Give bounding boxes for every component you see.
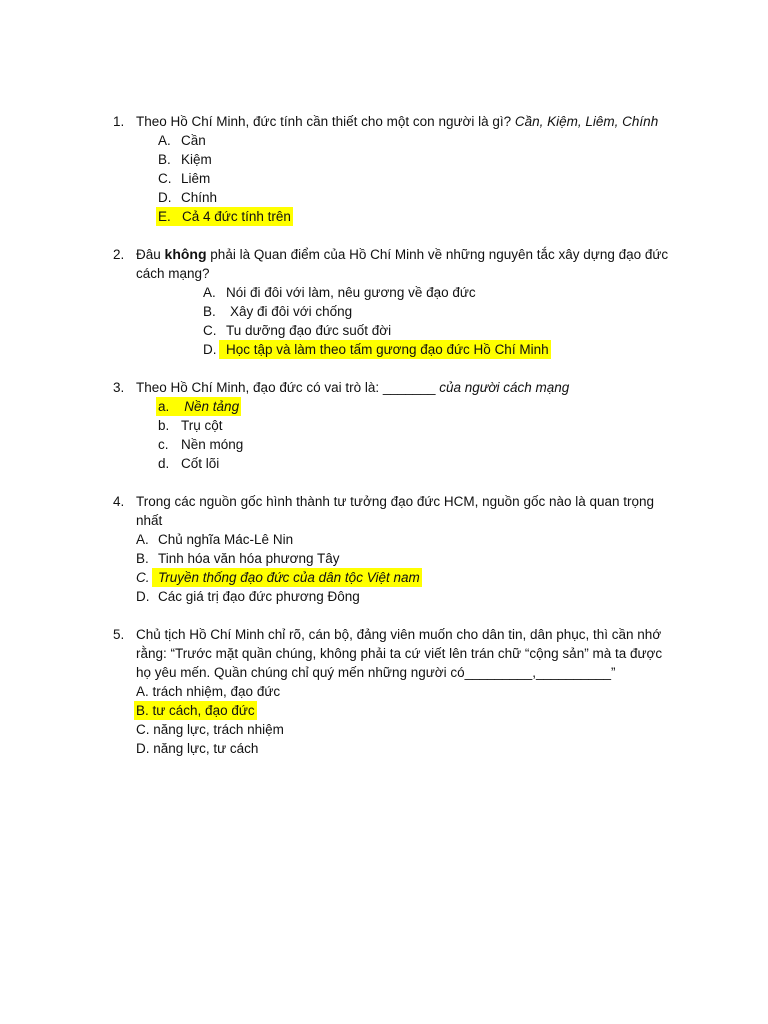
correct-answer [156, 397, 241, 416]
question-number: 5. [113, 627, 125, 642]
option-letter: B. [136, 551, 149, 566]
option-letter: c. [158, 437, 169, 452]
question-stem-start: Đâu [136, 247, 161, 262]
question-stem-end: phải là Quan điểm của Hồ Chí Minh về những nguyên tắc xây dựng đạo đức [210, 247, 669, 262]
option-text: Cốt lõi [181, 456, 220, 471]
option-text: Tinh hóa văn hóa phương Tây [158, 551, 340, 566]
correct-answer: Truyền thống đạo đức của dân tộc Việt nam [152, 568, 422, 587]
option-letter: C. [203, 323, 217, 338]
option-letter: b. [158, 418, 170, 433]
question-emphasis: không [164, 246, 207, 262]
option-letter: B. [203, 304, 216, 319]
option-letter: C. [136, 570, 150, 585]
option-letter: B. [158, 152, 171, 167]
option-letter: D. [136, 589, 150, 604]
question-text: Trong các nguồn gốc hình thành tư tưởng đạo đức HCM, nguồn gốc nào là quan trọng [136, 494, 655, 509]
option-text: A. trách nhiệm, đạo đức [136, 684, 281, 699]
question-note: của người cách mạng [439, 380, 570, 395]
question-text-line-3: họ yêu mến. Quần chúng chỉ quý mến những người có_________,__________” [136, 665, 616, 680]
option-text: Nền tảng [184, 399, 240, 414]
option-letter: C. [158, 171, 172, 186]
option-text: Liêm [181, 171, 211, 186]
correct-answer: Học tập và làm theo tấm gương đạo đức Hồ Chí Minh [219, 340, 551, 359]
question-text [136, 245, 668, 264]
option-text: Kiệm [181, 152, 212, 167]
option-letter: a. [158, 399, 170, 414]
option-text: Chính [181, 190, 218, 205]
option-text: Trụ cột [181, 418, 223, 433]
question-number: 2. [113, 247, 125, 262]
correct-answer: B. tư cách, đạo đức [136, 703, 255, 718]
option-letter: D. [158, 190, 172, 205]
option-text: D. năng lực, tư cách [136, 741, 259, 756]
option-text: Cả 4 đức tính trên [182, 209, 291, 224]
option-text: Xây đi đôi với chống [230, 304, 353, 319]
question-note: Cần, Kiệm, Liêm, Chính [514, 114, 659, 129]
question-text [136, 112, 658, 131]
option-text: Các giá trị đạo đức phương Đông [158, 589, 360, 604]
option-letter: D. [203, 342, 217, 357]
correct-answer [156, 207, 293, 226]
option-text: Tu dưỡng đạo đức suốt đời [226, 323, 392, 338]
question-text [136, 378, 569, 397]
option-text: Nền móng [181, 437, 244, 452]
option-text: C. năng lực, trách nhiệm [136, 722, 284, 737]
option-letter: A. [136, 532, 149, 547]
option-letter: A. [203, 285, 216, 300]
question-number: 1. [113, 114, 125, 129]
question-text-continued: cách mạng? [136, 266, 210, 281]
option-text: Nói đi đôi với làm, nêu gương về đạo đức [226, 285, 476, 300]
question-stem: Theo Hồ Chí Minh, đức tính cần thiết cho một con người là gì? [136, 114, 512, 129]
option-letter: E. [158, 209, 171, 224]
option-letter: d. [158, 456, 170, 471]
question-number: 3. [113, 380, 125, 395]
option-letter: A. [158, 133, 171, 148]
question-text-line-2: rằng: “Trước mặt quần chúng, không phải ta cứ viết lên trán chữ “cộng sản” mà ta được [136, 646, 663, 661]
option-text: Cần [181, 133, 206, 148]
question-text-line-1: Chủ tịch Hồ Chí Minh chỉ rõ, cán bộ, đảng viên muốn cho dân tin, dân phục, thì cần nhớ [136, 627, 662, 642]
question-number: 4. [113, 494, 125, 509]
question-stem: Theo Hồ Chí Minh, đạo đức có vai trò là: _______ [136, 380, 436, 395]
question-text-continued: nhất [136, 513, 163, 528]
option-text: Chủ nghĩa Mác-Lê Nin [158, 532, 294, 547]
